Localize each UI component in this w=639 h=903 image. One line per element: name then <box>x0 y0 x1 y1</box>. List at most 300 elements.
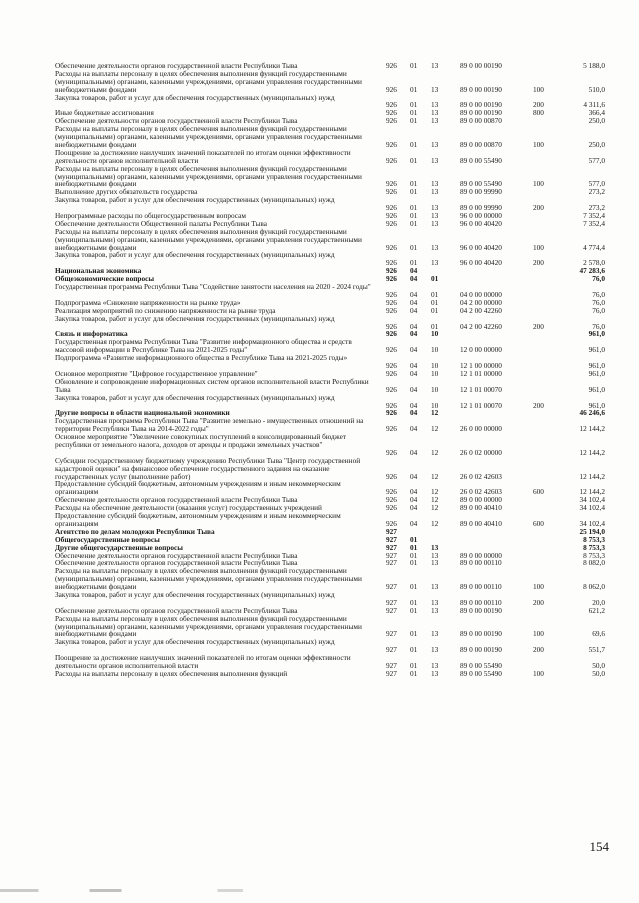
cell-rz: 04 <box>410 495 418 505</box>
cell-pr: 01 <box>431 305 439 315</box>
cell-csr: 89 0 00 40410 <box>460 503 502 513</box>
cell-pr: 12 <box>431 495 439 505</box>
cell-rz: 01 <box>410 100 418 110</box>
cell-rz: 04 <box>410 518 418 528</box>
cell-rz: 01 <box>410 668 418 678</box>
cell-sum: 2 578,0 <box>583 258 605 268</box>
cell-rz: 04 <box>410 289 418 299</box>
cell-pr: 12 <box>431 424 439 434</box>
cell-csr: 89 0 00 00870 <box>460 139 502 149</box>
cell-ved: 926 <box>386 108 397 118</box>
cell-pr: 12 <box>431 408 439 418</box>
cell-ved: 926 <box>386 471 397 481</box>
cell-rz: 04 <box>410 424 418 434</box>
cell-ved: 926 <box>386 203 397 213</box>
cell-sum: 621,2 <box>588 605 605 615</box>
cell-rz: 01 <box>410 116 418 126</box>
cell-csr: 26 0 02 00000 <box>460 447 502 457</box>
cell-rz: 01 <box>410 139 418 149</box>
cell-ved: 926 <box>386 345 397 355</box>
cell-sum: 7 352,4 <box>583 218 605 228</box>
cell-pr: 13 <box>431 605 439 615</box>
row-name: Закупка товаров, работ и услуг для обеспечения государственных (муниципальных) нужд <box>55 637 335 647</box>
cell-pr: 12 <box>431 447 439 457</box>
cell-rz: 01 <box>410 187 418 197</box>
cell-sum: 47 283,6 <box>579 266 605 276</box>
cell-ved: 926 <box>386 139 397 149</box>
cell-sum: 961,0 <box>588 329 605 339</box>
cell-csr: 89 0 00 00110 <box>460 582 502 592</box>
cell-vr: 200 <box>533 203 544 213</box>
cell-vr: 200 <box>533 321 544 331</box>
row-name: Закупка товаров, работ и услуг для обеспечения государственных (муниципальных) нужд <box>55 589 335 599</box>
cell-ved: 926 <box>386 84 397 94</box>
cell-pr: 10 <box>431 384 439 394</box>
row-name: Закупка товаров, работ и услуг для обеспечения государственных (муниципальных) нужд <box>55 313 335 323</box>
row-name: Государственная программа Республики Тыва "Развитие информационного общества и средств массовой информации в Республике Тыва на 2021-2025 годы" <box>55 337 352 355</box>
row-name: Обеспечение деятельности органов государственной власти Республики Тыва <box>55 61 298 70</box>
row-name: Другие общегосударственные вопросы <box>55 542 183 552</box>
table-row <box>55 354 605 370</box>
row-name: Обеспечение деятельности органов государственной власти Республики Тыва <box>55 558 298 568</box>
row-name: Непрограммные расходы по общегосударственным вопросам <box>55 211 246 221</box>
cell-sum: 250,0 <box>588 116 605 126</box>
cell-ved: 926 <box>386 179 397 189</box>
cell-pr: 13 <box>431 187 439 197</box>
cell-rz: 01 <box>410 542 418 552</box>
cell-vr: 100 <box>533 582 544 592</box>
cell-csr: 89 0 00 00190 <box>460 61 502 70</box>
cell-ved: 926 <box>386 447 397 457</box>
cell-sum: 25 194,0 <box>579 526 605 536</box>
cell-csr: 89 0 00 00190 <box>460 629 502 639</box>
cell-ved: 926 <box>386 266 397 276</box>
cell-ved: 926 <box>386 487 397 497</box>
cell-ved: 927 <box>386 550 397 560</box>
cell-csr: 96 0 00 40420 <box>460 258 502 268</box>
cell-ved: 927 <box>386 645 397 655</box>
cell-sum: 4 774,4 <box>583 242 605 252</box>
cell-sum: 961,0 <box>588 345 605 355</box>
cell-ved: 926 <box>386 218 397 228</box>
cell-csr: 04 2 00 00000 <box>460 297 502 307</box>
row-name: Закупка товаров, работ и услуг для обеспечения государственных (муниципальных) нужд <box>55 195 335 205</box>
cell-pr: 13 <box>431 242 439 252</box>
cell-rz: 01 <box>410 61 418 70</box>
row-name: Подпрограмма «Снижение напряженности на рынке труда» <box>55 297 241 307</box>
cell-rz: 04 <box>410 447 418 457</box>
cell-csr: 89 0 00 99990 <box>460 203 502 213</box>
cell-vr: 100 <box>533 242 544 252</box>
cell-sum: 577,0 <box>588 155 605 165</box>
cell-ved: 926 <box>386 258 397 268</box>
cell-sum: 961,0 <box>588 400 605 410</box>
cell-ved: 927 <box>386 558 397 568</box>
cell-rz: 01 <box>410 558 418 568</box>
cell-sum: 4 311,6 <box>583 100 605 110</box>
cell-pr: 13 <box>431 542 439 552</box>
scan-edge-artifact <box>0 889 639 892</box>
cell-rz: 01 <box>410 534 418 544</box>
cell-vr: 100 <box>533 139 544 149</box>
cell-rz: 01 <box>410 108 418 118</box>
row-name: Субсидии государственному бюджетному учреждению Республики Тыва "Центр государственной кадастровой оценки" на финансовое обеспечение государственного задания на оказание государственных услуг (выполнение работ) <box>55 455 361 481</box>
cell-ved: 927 <box>386 661 397 671</box>
cell-sum: 8 753,3 <box>583 550 605 560</box>
cell-sum: 69,6 <box>592 629 605 639</box>
row-name: Общегосударственные вопросы <box>55 534 160 544</box>
row-name: Закупка товаров, работ и услуг для обеспечения государственных (муниципальных) нужд <box>55 392 335 402</box>
cell-pr: 13 <box>431 582 439 592</box>
cell-csr: 04 0 00 00000 <box>460 289 502 299</box>
cell-rz: 01 <box>410 645 418 655</box>
row-name: Связь и информатика <box>55 329 128 339</box>
cell-sum: 961,0 <box>588 368 605 378</box>
cell-ved: 926 <box>386 368 397 378</box>
row-name: Расходы на обеспечение деятельности (оказания услуг) государственных учреждений <box>55 503 322 513</box>
cell-sum: 46 246,6 <box>579 408 605 418</box>
table-row <box>55 480 605 496</box>
cell-sum: 34 102,4 <box>579 503 605 513</box>
cell-csr: 12 1 01 00000 <box>460 368 502 378</box>
cell-pr: 13 <box>431 139 439 149</box>
cell-rz: 01 <box>410 661 418 671</box>
table-row <box>55 417 605 433</box>
row-name: Обеспечение деятельности органов государственной власти Республики Тыва <box>55 605 298 615</box>
row-name: Обеспечение деятельности Общественной палаты Республики Тыва <box>55 218 267 228</box>
cell-ved: 927 <box>386 526 397 536</box>
cell-csr: 89 0 00 00000 <box>460 495 502 505</box>
cell-csr: 89 0 00 00190 <box>460 108 502 118</box>
table-row <box>55 615 605 639</box>
cell-csr: 96 0 00 40420 <box>460 242 502 252</box>
row-name: Расходы на выплаты персоналу в целях обеспечения выполнения функций государственными (муниципальными) органами, казенными учреждениями, органами управления государственными внебюджетными фондами <box>55 68 362 94</box>
table-row <box>55 283 605 299</box>
row-name: Расходы на выплаты персоналу в целях обеспечения выполнения функций государственными (муниципальными) органами, казенными учреждениями, органами управления государственными внебюджетными фондами <box>55 613 362 639</box>
cell-sum: 34 102,4 <box>579 518 605 528</box>
table-row <box>55 228 605 252</box>
row-name: Обеспечение деятельности органов государственной власти Республики Тыва <box>55 550 298 560</box>
cell-pr: 13 <box>431 61 439 70</box>
row-name: Агентство по делам молодежи Республики Тыва <box>55 526 215 536</box>
cell-csr: 89 0 00 55490 <box>460 179 502 189</box>
cell-sum: 5 188,0 <box>583 61 605 70</box>
row-name: Основное мероприятие "Цифровое государственное управление" <box>55 368 258 378</box>
cell-pr: 10 <box>431 368 439 378</box>
cell-rz: 01 <box>410 629 418 639</box>
cell-sum: 76,0 <box>592 321 605 331</box>
row-name: Закупка товаров, работ и услуг для обеспечения государственных (муниципальных) нужд <box>55 92 335 102</box>
table-row <box>55 638 605 654</box>
cell-rz: 01 <box>410 597 418 607</box>
cell-pr: 13 <box>431 258 439 268</box>
cell-sum: 366,4 <box>588 108 605 118</box>
cell-vr: 100 <box>533 629 544 639</box>
row-name: Расходы на выплаты персоналу в целях обеспечения выполнения функций <box>55 668 288 678</box>
cell-ved: 926 <box>386 289 397 299</box>
cell-vr: 100 <box>533 668 544 678</box>
cell-ved: 926 <box>386 321 397 331</box>
cell-pr: 13 <box>431 558 439 568</box>
cell-pr: 01 <box>431 321 439 331</box>
row-name: Общеэкономические вопросы <box>55 274 155 284</box>
table-row <box>55 70 605 94</box>
cell-rz: 01 <box>410 203 418 213</box>
cell-ved: 926 <box>386 518 397 528</box>
cell-ved: 926 <box>386 187 397 197</box>
cell-csr: 89 0 00 00110 <box>460 597 502 607</box>
row-name: Основное мероприятие "Увеличение совокупных поступлений в консолидированный бюджет республики от земельного налога, доходов от аренды и продажи земельных участков" <box>55 432 347 449</box>
cell-vr: 100 <box>533 179 544 189</box>
cell-rz: 04 <box>410 274 418 284</box>
cell-rz: 04 <box>410 408 418 418</box>
cell-rz: 01 <box>410 155 418 165</box>
table-row <box>55 457 605 481</box>
cell-ved: 926 <box>386 297 397 307</box>
cell-csr: 12 1 01 00070 <box>460 384 502 394</box>
cell-sum: 20,0 <box>592 597 605 607</box>
cell-pr: 13 <box>431 661 439 671</box>
cell-rz: 04 <box>410 503 418 513</box>
cell-rz: 04 <box>410 384 418 394</box>
cell-ved: 926 <box>386 361 397 371</box>
cell-sum: 8 753,3 <box>583 534 605 544</box>
cell-ved: 926 <box>386 503 397 513</box>
cell-pr: 12 <box>431 487 439 497</box>
cell-ved: 926 <box>386 61 397 70</box>
cell-sum: 76,0 <box>592 274 605 284</box>
cell-pr: 13 <box>431 84 439 94</box>
cell-rz: 01 <box>410 218 418 228</box>
cell-pr: 13 <box>431 203 439 213</box>
row-name: Иные бюджетные ассигнования <box>55 108 154 118</box>
cell-ved: 926 <box>386 242 397 252</box>
cell-sum: 273,2 <box>588 203 605 213</box>
cell-sum: 250,0 <box>588 139 605 149</box>
row-name: Выполнение других обязательств государства <box>55 187 198 197</box>
cell-sum: 12 144,2 <box>579 447 605 457</box>
row-name: Поощрение за достижение наилучших значений показателей по итогам оценки эффективности деятельности органов исполнительной власти <box>55 147 351 165</box>
row-name: Другие вопросы в области национальной экономики <box>55 408 230 418</box>
cell-csr: 89 0 00 55490 <box>460 668 502 678</box>
row-name: Поощрение за достижение наилучших значений показателей по итогам оценки эффективности деятельности органов исполнительной власти <box>55 653 351 671</box>
cell-sum: 551,7 <box>588 645 605 655</box>
table-row <box>55 394 605 410</box>
page-number: 154 <box>589 839 609 854</box>
row-name: Обновление и сопровождение информационных систем органов исполнительной власти Республики Тыва <box>55 376 369 394</box>
cell-csr: 12 0 00 00000 <box>460 345 502 355</box>
table-row <box>55 196 605 212</box>
cell-rz: 01 <box>410 179 418 189</box>
cell-ved: 927 <box>386 668 397 678</box>
table-row <box>55 149 605 165</box>
cell-sum: 273,2 <box>588 187 605 197</box>
cell-csr: 04 2 00 42260 <box>460 305 502 315</box>
table-row <box>55 315 605 331</box>
table-row <box>55 125 605 149</box>
cell-csr: 26 0 02 42603 <box>460 487 502 497</box>
cell-pr: 13 <box>431 668 439 678</box>
row-name: Реализация мероприятий по снижению напряженности на рынке труда <box>55 305 276 315</box>
cell-rz: 04 <box>410 368 418 378</box>
cell-ved: 926 <box>386 211 397 221</box>
cell-sum: 577,0 <box>588 179 605 189</box>
cell-csr: 12 1 01 00070 <box>460 400 502 410</box>
table-row <box>55 94 605 110</box>
cell-pr: 12 <box>431 471 439 481</box>
cell-csr: 89 0 00 00110 <box>460 558 502 568</box>
cell-pr: 13 <box>431 645 439 655</box>
cell-vr: 200 <box>533 400 544 410</box>
cell-rz: 04 <box>410 400 418 410</box>
cell-ved: 926 <box>386 329 397 339</box>
cell-rz: 04 <box>410 471 418 481</box>
row-name: Обеспечение деятельности органов государственной власти Республики Тыва <box>55 495 298 505</box>
cell-sum: 961,0 <box>588 361 605 371</box>
cell-rz: 04 <box>410 321 418 331</box>
cell-pr: 13 <box>431 597 439 607</box>
cell-vr: 200 <box>533 100 544 110</box>
cell-csr: 96 0 00 00000 <box>460 211 502 221</box>
cell-vr: 800 <box>533 108 544 118</box>
cell-csr: 89 0 00 99990 <box>460 187 502 197</box>
cell-ved: 926 <box>386 305 397 315</box>
cell-csr: 89 0 00 00190 <box>460 100 502 110</box>
cell-sum: 961,0 <box>588 384 605 394</box>
row-name: Расходы на выплаты персоналу в целях обеспечения выполнения функций государственными (муниципальными) органами, казенными учреждениями, органами управления государственными внебюджетными фондами <box>55 226 362 252</box>
cell-sum: 50,0 <box>592 661 605 671</box>
row-name: Расходы на выплаты персоналу в целях обеспечения выполнения функций государственными (муниципальными) органами, казенными учреждениями, органами управления государственными внебюджетными фондами <box>55 124 362 149</box>
cell-csr: 26 0 02 42603 <box>460 471 502 481</box>
cell-sum: 76,0 <box>592 289 605 299</box>
table-row <box>55 433 605 457</box>
cell-sum: 8 082,0 <box>583 558 605 568</box>
table-row <box>55 251 605 267</box>
cell-ved: 927 <box>386 605 397 615</box>
cell-rz: 04 <box>410 297 418 307</box>
table-row <box>55 591 605 607</box>
cell-sum: 8 062,0 <box>583 582 605 592</box>
cell-rz: 04 <box>410 487 418 497</box>
cell-ved: 927 <box>386 597 397 607</box>
cell-csr: 96 0 00 40420 <box>460 218 502 228</box>
cell-sum: 7 352,4 <box>583 211 605 221</box>
cell-ved: 926 <box>386 408 397 418</box>
cell-ved: 926 <box>386 274 397 284</box>
table-row <box>55 654 605 670</box>
cell-pr: 10 <box>431 329 439 339</box>
cell-csr: 89 0 00 40410 <box>460 518 502 528</box>
row-name: Государственная программа Республики Тыва "Содействие занятости населения на 2020 - 2024 годы" <box>55 282 371 292</box>
cell-pr: 13 <box>431 218 439 228</box>
cell-pr: 10 <box>431 345 439 355</box>
cell-csr: 12 1 00 00000 <box>460 361 502 371</box>
cell-pr: 13 <box>431 116 439 126</box>
cell-pr: 10 <box>431 361 439 371</box>
cell-rz: 01 <box>410 84 418 94</box>
cell-csr: 89 0 00 55490 <box>460 155 502 165</box>
cell-csr: 89 0 00 55490 <box>460 661 502 671</box>
cell-pr: 10 <box>431 400 439 410</box>
row-name: Предоставление субсидий бюджетным, автономным учреждениям и иным некоммерческим организациям <box>55 479 341 497</box>
cell-ved: 926 <box>386 116 397 126</box>
row-name: Расходы на выплаты персоналу в целях обеспечения выполнения функций государственными (муниципальными) органами, казенными учреждениями, органами управления государственными внебюджетными фондами <box>55 566 362 592</box>
cell-sum: 76,0 <box>592 297 605 307</box>
table-row <box>55 567 605 591</box>
cell-rz: 01 <box>410 605 418 615</box>
cell-pr: 13 <box>431 179 439 189</box>
cell-sum: 76,0 <box>592 305 605 315</box>
cell-sum: 12 144,2 <box>579 424 605 434</box>
cell-sum: 510,0 <box>588 84 605 94</box>
row-name: Обеспечение деятельности органов государственной власти Республики Тыва <box>55 116 298 126</box>
row-name: Подпрограмма «Развитие информационного общества в Республике Тыва на 2021-2025 годы» <box>55 353 348 363</box>
cell-csr: 89 0 00 00870 <box>460 116 502 126</box>
cell-rz: 04 <box>410 345 418 355</box>
cell-pr: 13 <box>431 629 439 639</box>
cell-vr: 200 <box>533 645 544 655</box>
row-name: Предоставление субсидий бюджетным, автономным учреждениям и иным некоммерческим организациям <box>55 511 341 528</box>
cell-csr: 89 0 00 00190 <box>460 84 502 94</box>
cell-ved: 926 <box>386 400 397 410</box>
cell-rz: 04 <box>410 329 418 339</box>
cell-pr: 13 <box>431 108 439 118</box>
cell-ved: 926 <box>386 424 397 434</box>
cell-pr: 12 <box>431 503 439 513</box>
cell-csr: 89 0 00 00000 <box>460 550 502 560</box>
table-row <box>55 512 605 528</box>
cell-vr: 200 <box>533 597 544 607</box>
cell-pr: 01 <box>431 274 439 284</box>
table-row <box>55 670 605 678</box>
cell-rz: 01 <box>410 242 418 252</box>
cell-vr: 100 <box>533 84 544 94</box>
cell-pr: 12 <box>431 518 439 528</box>
cell-rz: 04 <box>410 305 418 315</box>
row-name: Государственная программа Республики Тыва "Развитие земельно - имущественных отношений на территории Республики Тыва на 2014-2022 годы" <box>55 416 364 434</box>
cell-pr: 13 <box>431 211 439 221</box>
cell-ved: 926 <box>386 384 397 394</box>
cell-pr: 13 <box>431 100 439 110</box>
cell-ved: 927 <box>386 582 397 592</box>
cell-sum: 34 102,4 <box>579 495 605 505</box>
cell-pr: 13 <box>431 550 439 560</box>
cell-ved: 927 <box>386 534 397 544</box>
cell-sum: 8 753,3 <box>583 542 605 552</box>
cell-ved: 927 <box>386 629 397 639</box>
row-name: Расходы на выплаты персоналу в целях обеспечения выполнения функций государственными (муниципальными) органами, казенными учреждениями, органами управления государственными внебюджетными фондами <box>55 163 362 189</box>
cell-ved: 926 <box>386 495 397 505</box>
cell-rz: 04 <box>410 266 418 276</box>
row-name: Национальная экономика <box>55 266 142 276</box>
cell-sum: 12 144,2 <box>579 471 605 481</box>
table-row <box>55 165 605 189</box>
cell-csr: 89 0 00 00190 <box>460 605 502 615</box>
cell-ved: 926 <box>386 100 397 110</box>
cell-pr: 01 <box>431 297 439 307</box>
cell-rz: 01 <box>410 582 418 592</box>
cell-vr: 200 <box>533 258 544 268</box>
cell-ved: 927 <box>386 542 397 552</box>
cell-pr: 13 <box>431 155 439 165</box>
cell-rz: 01 <box>410 550 418 560</box>
row-name: Закупка товаров, работ и услуг для обеспечения государственных (муниципальных) нужд <box>55 250 335 260</box>
cell-ved: 926 <box>386 155 397 165</box>
table-row <box>55 338 605 354</box>
budget-table <box>55 62 605 678</box>
cell-rz: 01 <box>410 258 418 268</box>
cell-vr: 600 <box>533 518 544 528</box>
